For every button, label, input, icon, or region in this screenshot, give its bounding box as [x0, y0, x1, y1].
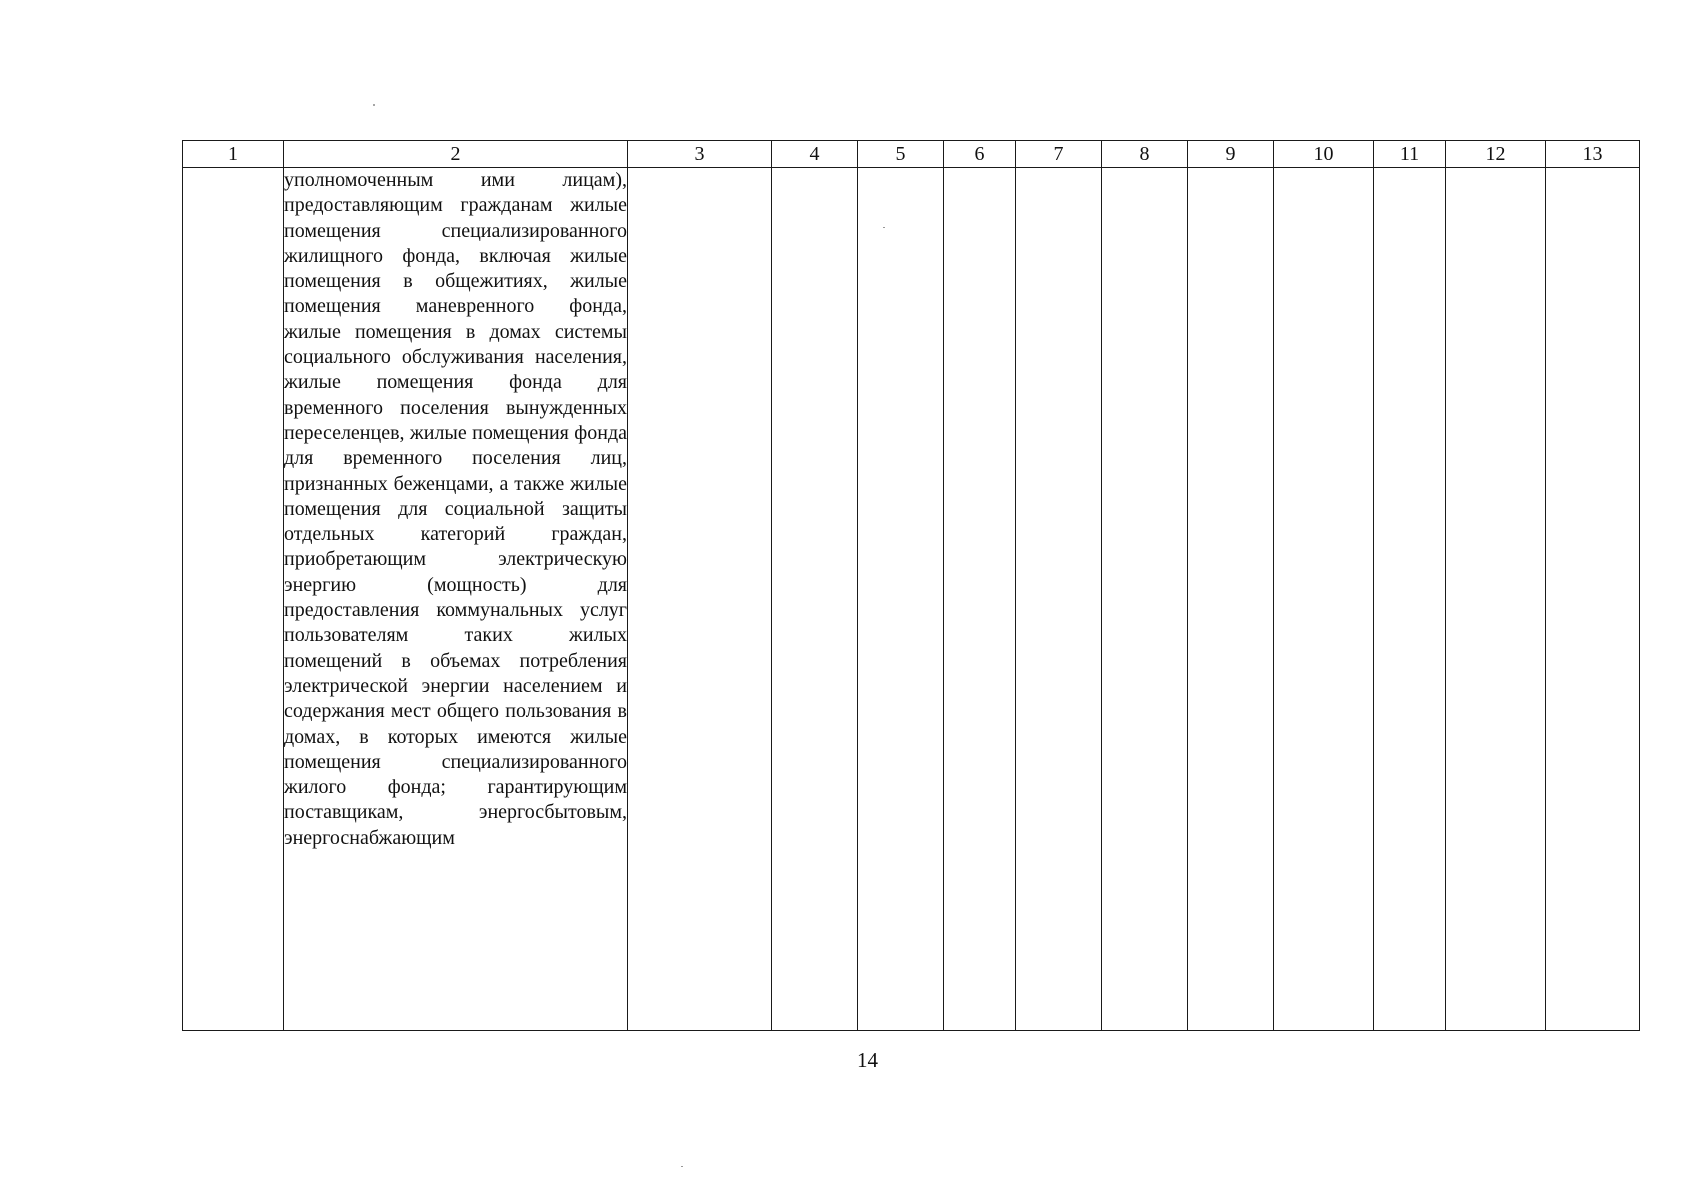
- table-cell-4: [772, 168, 858, 1031]
- table-row: [183, 168, 1640, 1031]
- table-cell-13: [1546, 168, 1640, 1031]
- table-cell-10: [1274, 168, 1374, 1031]
- page-number: 14: [857, 1048, 878, 1072]
- tariff-table: [182, 140, 1640, 1031]
- column-number: 3: [628, 141, 772, 168]
- table-cell-5: [858, 168, 944, 1031]
- table-cell-3: [628, 168, 772, 1031]
- table-cell-11: [1374, 168, 1446, 1031]
- column-number: 5: [858, 141, 944, 168]
- table-cell-1: [183, 168, 284, 1031]
- column-number: 12: [1446, 141, 1546, 168]
- column-number: 1: [183, 141, 284, 168]
- scan-speck: [373, 104, 375, 106]
- column-number: 2: [284, 141, 628, 168]
- column-number: 10: [1274, 141, 1374, 168]
- table-cell-7: [1016, 168, 1102, 1031]
- table-cell-9: [1188, 168, 1274, 1031]
- table-cell-8: [1102, 168, 1188, 1031]
- scan-speck: [681, 1166, 683, 1167]
- scan-speck: [883, 227, 885, 228]
- column-number: 9: [1188, 141, 1274, 168]
- column-number: 7: [1016, 141, 1102, 168]
- column-number: 4: [772, 141, 858, 168]
- table-cell-6: [944, 168, 1016, 1031]
- column-number: 8: [1102, 141, 1188, 168]
- column-number-row: [183, 141, 1640, 168]
- table-cell-2: [284, 168, 628, 1031]
- column-number: 13: [1546, 141, 1640, 168]
- consumer-category-text: уполномоченным ими лицам), предоставляющим гражданам жилые помещения специализированного жилищного фонда, включая жилые помещения в общежитиях, жилые помещения маневренного фонда, жилые помещения в домах системы социального обслуживания населения, жилые помещения фонда для временного поселения вынужденных переселенцев, жилые помещения фонда для временного поселения лиц, признанных беженцами, а также жилые помещения для социальной защиты отдельных категорий граждан, приобретающим электрическую энергию (мощность) для предоставления коммунальных услуг пользователям таких жилых помещений в объемах потребления электрической энергии населением и содержания мест общего пользования в домах, в которых имеются жилые помещения специализированного жилого фонда; гарантирующим поставщикам, энергосбытовым, энергоснабжающим: [284, 169, 627, 849]
- column-number: 6: [944, 141, 1016, 168]
- table-cell-12: [1446, 168, 1546, 1031]
- column-number: 11: [1374, 141, 1446, 168]
